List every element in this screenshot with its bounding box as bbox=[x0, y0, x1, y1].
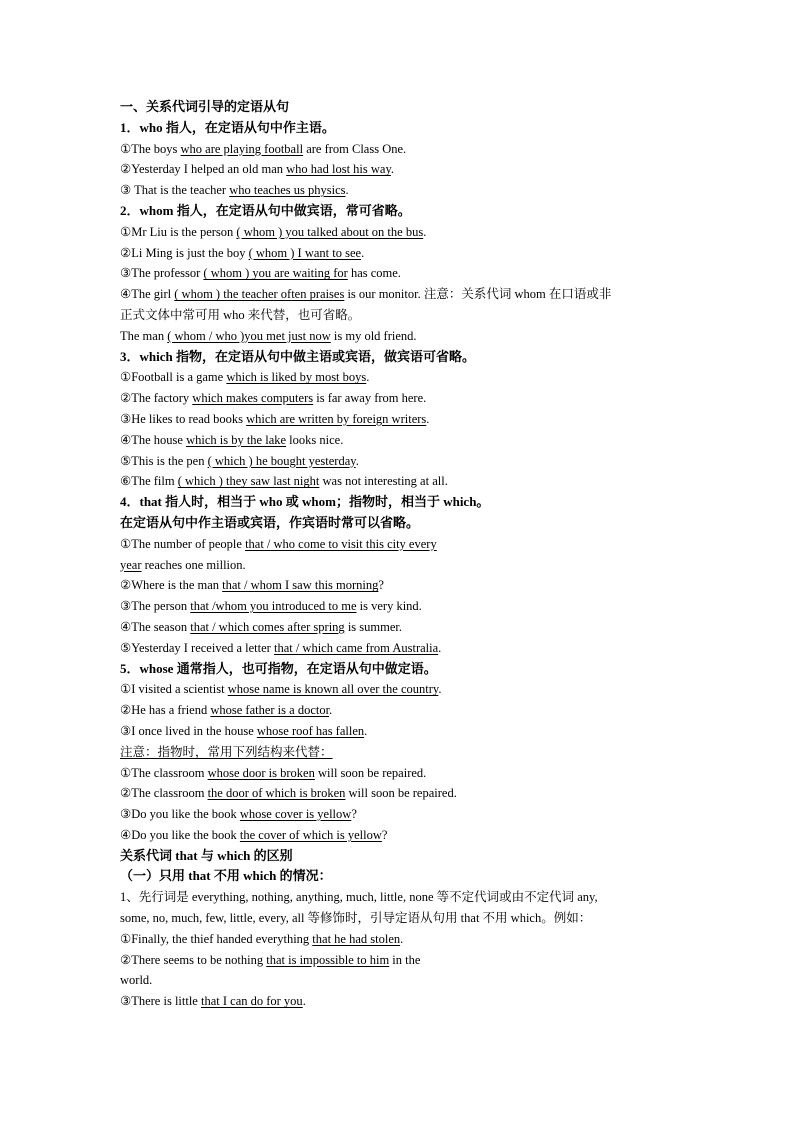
text-segment: ③There is little bbox=[120, 994, 201, 1009]
text-line bbox=[120, 139, 680, 160]
underlined-clause: ( which ) they saw last night bbox=[177, 474, 320, 489]
text-segment: ②He has a friend bbox=[120, 703, 211, 718]
text-segment: . bbox=[364, 723, 368, 738]
section-heading bbox=[120, 97, 680, 118]
text-line bbox=[120, 451, 680, 472]
underlined-clause: which makes computers bbox=[192, 391, 314, 406]
text-segment: ④The girl bbox=[120, 287, 175, 302]
text-segment: ⑥The film bbox=[120, 474, 178, 489]
text-line bbox=[120, 471, 680, 492]
underlined-clause: that /whom you introduced to me bbox=[190, 599, 357, 614]
text-line bbox=[120, 596, 680, 617]
text-segment: ③I once lived in the house bbox=[120, 723, 257, 738]
text-line bbox=[120, 326, 680, 347]
underlined-clause: whose father is a doctor bbox=[210, 703, 330, 718]
text-segment: will soon be repaired. bbox=[314, 765, 427, 780]
text-segment: in the bbox=[389, 952, 421, 967]
text-line bbox=[120, 991, 680, 1012]
text-line bbox=[120, 222, 680, 243]
text-segment: ③The professor bbox=[120, 266, 204, 281]
text-line bbox=[120, 721, 680, 742]
text-segment: some, no, much, few, little, every, all 等修饰时，引导定语从句用 that 不用 which。例如： bbox=[120, 911, 592, 926]
text-segment: . bbox=[355, 453, 359, 468]
text-line bbox=[120, 534, 680, 555]
text-segment: ? bbox=[381, 827, 388, 842]
document-page bbox=[120, 97, 680, 1012]
text-line bbox=[120, 575, 680, 596]
text-segment: . bbox=[345, 183, 349, 198]
text-segment: 在定语从句中作主语或宾语，作宾语时常可以省略。 bbox=[120, 514, 420, 530]
text-line bbox=[120, 388, 680, 409]
text-segment: . bbox=[329, 703, 333, 718]
text-segment: ③The person bbox=[120, 599, 191, 614]
section-heading bbox=[120, 659, 680, 680]
underlined-clause: whose roof has fallen bbox=[256, 723, 365, 738]
text-segment: . bbox=[361, 245, 365, 260]
section-heading bbox=[120, 201, 680, 222]
section-heading bbox=[120, 347, 680, 368]
text-segment: ②Where is the man bbox=[120, 578, 223, 593]
text-segment: ⑤This is the pen bbox=[120, 453, 208, 468]
underlined-clause: which are written by foreign writers bbox=[246, 411, 427, 426]
text-line bbox=[120, 825, 680, 846]
text-segment: . bbox=[423, 224, 427, 239]
section-heading bbox=[120, 513, 680, 534]
text-line bbox=[120, 180, 680, 201]
underlined-clause: ( whom / who )you met just now bbox=[167, 328, 331, 343]
text-line bbox=[120, 908, 680, 929]
text-segment: ①Mr Liu is the person bbox=[120, 224, 237, 239]
text-segment: ②The classroom bbox=[120, 786, 208, 801]
text-line bbox=[120, 804, 680, 825]
text-segment: are from Class One. bbox=[303, 141, 407, 156]
text-line bbox=[120, 159, 680, 180]
text-segment: 4．that 指人时，相当于 who 或 whom；指物时，相当于 which。 bbox=[120, 494, 490, 510]
underlined-clause: that / which comes after spring bbox=[190, 619, 345, 634]
underlined-clause: ( whom ) you are waiting for bbox=[203, 266, 348, 281]
text-line bbox=[120, 243, 680, 264]
text-segment: 1．who 指人，在定语从句中作主语。 bbox=[120, 119, 335, 135]
text-segment: . bbox=[438, 640, 442, 655]
text-line bbox=[120, 679, 680, 700]
text-segment: 正式文体中常可用 who 来代替，也可省略。 bbox=[120, 307, 361, 322]
text-line bbox=[120, 617, 680, 638]
text-segment: looks nice. bbox=[286, 432, 344, 447]
text-segment: ①The classroom bbox=[120, 765, 208, 780]
text-segment: . bbox=[302, 994, 306, 1009]
text-line bbox=[120, 430, 680, 451]
text-line bbox=[120, 700, 680, 721]
text-segment: ②The factory bbox=[120, 391, 193, 406]
text-segment: ①The number of people bbox=[120, 536, 246, 551]
text-segment: has come. bbox=[347, 266, 401, 281]
text-segment: 2．whom 指人，在定语从句中做宾语，常可省略。 bbox=[120, 202, 411, 218]
text-segment: ③He likes to read books bbox=[120, 411, 247, 426]
text-line bbox=[120, 555, 680, 576]
underlined-clause: who are playing football bbox=[180, 141, 304, 156]
text-segment: 一、关系代词引导的定语从句 bbox=[120, 99, 290, 114]
text-segment: . bbox=[426, 411, 430, 426]
text-segment: will soon be repaired. bbox=[345, 786, 457, 801]
section-heading bbox=[120, 846, 680, 867]
underlined-clause: the cover of which is yellow bbox=[239, 827, 382, 842]
underlined-clause: 注意：指物时，常用下列结构来代替： bbox=[120, 744, 333, 759]
underlined-clause: ( whom ) the teacher often praises bbox=[174, 287, 345, 302]
underlined-clause: that / whom I saw this morning bbox=[222, 578, 379, 593]
text-line bbox=[120, 742, 680, 763]
section-heading bbox=[120, 118, 680, 139]
underlined-clause: which is by the lake bbox=[186, 432, 287, 447]
text-segment: is far away from here. bbox=[313, 391, 427, 406]
text-segment: is summer. bbox=[344, 619, 402, 634]
text-segment: ①The boys bbox=[120, 141, 181, 156]
text-segment: ⑤Yesterday I received a letter bbox=[120, 640, 274, 655]
text-segment: . bbox=[390, 162, 395, 177]
underlined-clause: whose cover is yellow bbox=[239, 807, 352, 822]
underlined-clause: that I can do for you bbox=[200, 994, 303, 1009]
text-segment: is our monitor. 注意：关系代词 whom 在口语或非 bbox=[344, 287, 612, 302]
underlined-clause: whose name is known all over the country bbox=[227, 682, 439, 697]
underlined-clause: who had lost his way bbox=[286, 162, 391, 177]
text-line bbox=[120, 929, 680, 950]
text-line bbox=[120, 970, 680, 991]
underlined-clause: who teaches us physics bbox=[229, 183, 346, 198]
text-segment: ①I visited a scientist bbox=[120, 682, 228, 697]
underlined-clause: that / who come to visit this city every bbox=[245, 536, 437, 551]
text-segment: ②There seems to be nothing bbox=[120, 952, 267, 967]
underlined-clause: year bbox=[120, 557, 142, 572]
text-segment: ①Football is a game bbox=[120, 370, 227, 385]
text-segment: ②Yesterday I helped an old man bbox=[120, 162, 287, 177]
section-heading bbox=[120, 866, 680, 887]
underlined-clause: ( whom ) you talked about on the bus bbox=[236, 224, 424, 239]
text-segment: （一）只用 that 不用 which 的情况： bbox=[120, 868, 332, 884]
text-line bbox=[120, 763, 680, 784]
text-line bbox=[120, 305, 680, 326]
text-segment: ②Li Ming is just the boy bbox=[120, 245, 249, 260]
text-segment: 5．whose 通常指人，也可指物，在定语从句中做定语。 bbox=[120, 660, 437, 676]
text-line bbox=[120, 783, 680, 804]
text-segment: world. bbox=[120, 973, 153, 988]
text-segment: ? bbox=[378, 578, 384, 593]
text-line bbox=[120, 284, 680, 305]
text-segment: is very kind. bbox=[356, 599, 422, 614]
underlined-clause: the door of which is broken bbox=[207, 786, 346, 801]
text-segment: reaches one million. bbox=[141, 557, 246, 572]
text-segment: ? bbox=[351, 807, 357, 822]
text-segment: 1、先行词是 everything, nothing, anything, much, little, none 等不定代词或由不定代词 any, bbox=[120, 890, 598, 905]
text-segment: ③Do you like the book bbox=[120, 807, 240, 822]
underlined-clause: that is impossible to him bbox=[266, 952, 390, 967]
text-line bbox=[120, 887, 680, 908]
underlined-clause: which is liked by most boys bbox=[226, 370, 367, 385]
text-segment: ④The season bbox=[120, 619, 191, 634]
text-segment: 3．which 指物，在定语从句中做主语或宾语，做宾语可省略。 bbox=[120, 348, 475, 364]
underlined-clause: that / which came from Australia bbox=[273, 640, 439, 655]
text-segment: was not interesting at all. bbox=[319, 474, 448, 489]
underlined-clause: ( which ) he bought yesterday bbox=[207, 453, 356, 468]
text-segment: ①Finally, the thief handed everything bbox=[120, 931, 313, 946]
underlined-clause: that he had stolen bbox=[312, 931, 401, 946]
text-line bbox=[120, 409, 680, 430]
text-line bbox=[120, 263, 680, 284]
text-segment: ③ That is the teacher bbox=[120, 183, 230, 198]
underlined-clause: ( whom ) I want to see bbox=[248, 245, 362, 260]
text-line bbox=[120, 367, 680, 388]
text-segment: is my old friend. bbox=[330, 328, 417, 343]
text-segment: 关系代词 that 与 which 的区别 bbox=[120, 847, 293, 863]
underlined-clause: whose door is broken bbox=[207, 765, 315, 780]
text-segment: . bbox=[366, 370, 370, 385]
text-line bbox=[120, 950, 680, 971]
text-segment: . bbox=[400, 931, 404, 946]
text-segment: . bbox=[438, 682, 442, 697]
text-segment: ④Do you like the book bbox=[120, 827, 240, 842]
text-segment: The man bbox=[120, 328, 168, 343]
text-line bbox=[120, 638, 680, 659]
section-heading bbox=[120, 492, 680, 513]
text-segment: ④The house bbox=[120, 432, 187, 447]
